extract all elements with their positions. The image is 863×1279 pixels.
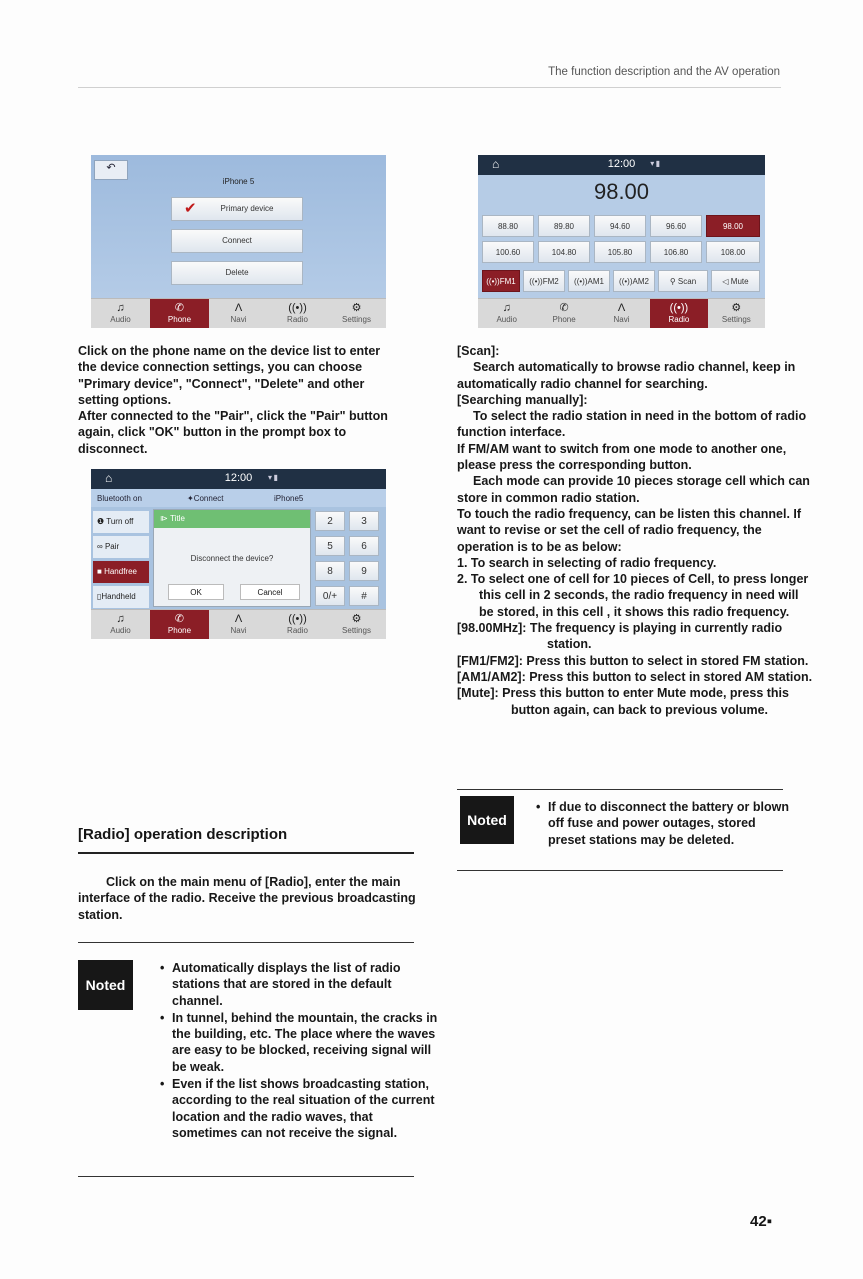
bottom-nav-3 bbox=[478, 298, 765, 328]
car-icon: ■ bbox=[97, 567, 102, 576]
bt-tab-bar bbox=[91, 489, 386, 507]
band-fm1[interactable] bbox=[482, 270, 520, 292]
section-title-rule bbox=[78, 852, 414, 854]
preset-4[interactable]: 96.60 bbox=[650, 215, 702, 237]
nav-phone-label: Phone bbox=[167, 626, 192, 635]
page-marker-icon: ▪ bbox=[766, 1213, 773, 1230]
gear-icon: ⚙ bbox=[731, 302, 742, 314]
key-2[interactable]: 2 bbox=[315, 511, 345, 531]
preset-7[interactable]: 104.80 bbox=[538, 241, 590, 263]
manual-body: To select the radio station in need in the bottom of radio function interface. bbox=[457, 409, 807, 440]
definition-frequency: [98.00MHz]: The frequency is playing in currently radio station. bbox=[457, 621, 783, 652]
radio-note-2: • In tunnel, behind the mountain, the cracks in the building, etc. The place where the waves are easy to be blocked, receiving signal will be weak. bbox=[158, 1010, 440, 1075]
preset-grid bbox=[482, 215, 762, 265]
navigation-icon: Λ bbox=[234, 613, 243, 625]
notes-bottom-rule bbox=[78, 1176, 414, 1177]
nav-settings[interactable] bbox=[327, 610, 386, 639]
back-button[interactable]: ↶ bbox=[94, 160, 128, 180]
music-note-icon: ♫ bbox=[116, 302, 125, 314]
left-paragraph-2: After connected to the "Pair", click the "Pair" button again, click "OK" button in the prompt box to disconnect. bbox=[78, 409, 388, 456]
clock: 12:00 bbox=[224, 472, 253, 484]
navigation-icon: Λ bbox=[234, 302, 243, 314]
step-2: 2. To select one of cell for 10 pieces of Cell, to press longer this cell in 2 seconds, the radio frequency in need will be stored, in this cell , it shows this radio frequency. bbox=[457, 572, 809, 619]
nav-navi-label: Navi bbox=[613, 315, 630, 324]
step-1: 1. To search in selecting of radio frequency. bbox=[457, 555, 717, 570]
preset-5[interactable]: 98.00 bbox=[706, 215, 760, 237]
side-turn-off[interactable] bbox=[93, 511, 149, 533]
clock: 12:00 bbox=[607, 158, 636, 170]
key-8[interactable]: 8 bbox=[315, 561, 345, 581]
preset-8[interactable]: 105.80 bbox=[594, 241, 646, 263]
right-note-1: • If due to disconnect the battery or blown off fuse and power outages, stored preset stations may be deleted. bbox=[534, 799, 796, 848]
mute-label: Mute bbox=[730, 277, 749, 286]
nav-settings-label: Settings bbox=[721, 315, 751, 324]
nav-settings[interactable] bbox=[708, 299, 765, 328]
bt-connect-tab[interactable] bbox=[187, 494, 224, 503]
left-paragraph-1: Click on the phone name on the device list to enter the device connection settings, you can choose "Primary device", "Connect", "Delete" and other setting options. bbox=[78, 344, 381, 407]
bluetooth-icon: ✦ bbox=[187, 494, 194, 503]
preset-1[interactable]: 88.80 bbox=[482, 215, 534, 237]
radio-wave-icon: ((•)) bbox=[486, 277, 500, 286]
nav-radio[interactable] bbox=[268, 610, 327, 639]
right-noted-top-rule bbox=[457, 789, 783, 790]
manual-heading: [Searching manually]: bbox=[457, 392, 588, 407]
dialog-title-bar bbox=[154, 510, 310, 528]
scan-label: Scan bbox=[677, 277, 697, 286]
music-note-icon: ♫ bbox=[502, 302, 511, 314]
page-number-value: 42 bbox=[750, 1213, 767, 1230]
dialog-cancel-button[interactable]: Cancel bbox=[240, 584, 300, 600]
definition-mute: [Mute]: Press this button to enter Mute mode, press this button again, can back to previous volume. bbox=[457, 686, 789, 717]
nav-navi[interactable] bbox=[593, 299, 650, 328]
band-am1[interactable] bbox=[568, 270, 610, 292]
gear-icon: ⚙ bbox=[351, 613, 362, 625]
disconnect-dialog bbox=[153, 509, 311, 607]
band-fm1-label: FM1 bbox=[499, 277, 516, 286]
phone-icon: ✆ bbox=[559, 302, 569, 314]
nav-navi-label: Navi bbox=[230, 626, 247, 635]
bt-status-tab[interactable]: Bluetooth on bbox=[97, 494, 142, 503]
preset-6[interactable]: 100.60 bbox=[482, 241, 534, 263]
noted-badge-left: Noted bbox=[78, 960, 133, 1010]
bt-connect-label: Connect bbox=[193, 494, 224, 503]
preset-2[interactable]: 89.80 bbox=[538, 215, 590, 237]
radio-intro-post: , enter the main interface of the radio. Receive the previous broadcasting station. bbox=[78, 875, 416, 922]
scan-heading: [Scan]: bbox=[457, 344, 500, 358]
mute-button[interactable] bbox=[711, 270, 760, 292]
mode-switch-text: If FM/AM want to switch from one mode to another one, please press the corresponding button. bbox=[457, 441, 787, 473]
right-column-text bbox=[457, 343, 813, 718]
nav-audio[interactable] bbox=[91, 610, 150, 639]
primary-device-label: Primary device bbox=[220, 204, 274, 213]
preset-9[interactable]: 106.80 bbox=[650, 241, 702, 263]
nav-phone[interactable] bbox=[150, 299, 209, 328]
radio-section-title: [Radio] operation description bbox=[78, 826, 288, 843]
nav-radio-label: Radio bbox=[287, 626, 308, 635]
status-bar bbox=[478, 155, 765, 175]
nav-radio[interactable] bbox=[268, 299, 327, 328]
navigation-icon: Λ bbox=[617, 302, 626, 314]
band-fm2[interactable] bbox=[523, 270, 565, 292]
status-bar bbox=[91, 469, 386, 489]
preset-3[interactable]: 94.60 bbox=[594, 215, 646, 237]
frequency-display: 98.00 bbox=[593, 179, 650, 204]
noted-badge-right: Noted bbox=[460, 796, 514, 844]
search-icon: ⚲ bbox=[669, 277, 676, 286]
key-0-plus[interactable]: 0/+ bbox=[315, 586, 345, 606]
bottom-nav-2 bbox=[91, 609, 386, 639]
band-bar bbox=[482, 270, 762, 292]
preset-10[interactable]: 108.00 bbox=[706, 241, 760, 263]
nav-radio-label: Radio bbox=[287, 315, 308, 324]
bluetooth-screen bbox=[91, 469, 386, 639]
running-header: The function description and the AV operation bbox=[548, 66, 780, 78]
device-name: iPhone 5 bbox=[222, 177, 255, 186]
connect-button[interactable]: Connect bbox=[171, 229, 303, 253]
phone-device-screen bbox=[91, 155, 386, 328]
key-5[interactable]: 5 bbox=[315, 536, 345, 556]
nav-phone-label: Phone bbox=[552, 315, 576, 324]
nav-navi[interactable] bbox=[209, 299, 268, 328]
nav-settings-label: Settings bbox=[342, 626, 371, 635]
side-handfree[interactable] bbox=[93, 561, 149, 583]
header-rule bbox=[78, 87, 781, 88]
radio-screen bbox=[478, 155, 765, 328]
radio-wave-icon: ((•)) bbox=[288, 613, 307, 625]
side-handfree-label: Handfree bbox=[104, 567, 137, 576]
link-icon: ∞ bbox=[97, 542, 103, 551]
storage-text: Each mode can provide 10 pieces storage cell which can store in common radio station. bbox=[457, 474, 810, 505]
key-hash[interactable]: # bbox=[349, 586, 379, 606]
music-note-icon: ♫ bbox=[116, 613, 125, 625]
signal-icon: ▾ ▮ bbox=[650, 159, 661, 168]
nav-audio-label: Audio bbox=[496, 315, 517, 324]
nav-radio[interactable] bbox=[650, 299, 707, 328]
radio-intro-pre: Click on the main menu of bbox=[106, 875, 266, 889]
definition-am: [AM1/AM2]: Press this button to select in stored AM station. bbox=[457, 669, 813, 684]
band-am1-label: AM1 bbox=[587, 277, 604, 286]
nav-radio-label: Radio bbox=[668, 315, 690, 324]
nav-settings-label: Settings bbox=[342, 315, 371, 324]
side-handheld[interactable] bbox=[93, 586, 149, 608]
home-icon[interactable]: ⌂ bbox=[105, 471, 113, 485]
touch-text: To touch the radio frequency, can be listen this channel. If want to revise or set the cell of radio frequency, the operation is to be as below: bbox=[457, 506, 802, 554]
keypad bbox=[313, 511, 383, 609]
handset-icon: ▯ bbox=[97, 592, 102, 601]
nav-navi[interactable] bbox=[209, 610, 268, 639]
radio-notes-list bbox=[158, 960, 440, 1142]
home-icon[interactable]: ⌂ bbox=[492, 157, 500, 171]
right-noted-bottom-rule bbox=[457, 870, 783, 871]
side-pair[interactable] bbox=[93, 536, 149, 558]
phone-icon: ✆ bbox=[174, 613, 185, 625]
nav-settings[interactable] bbox=[327, 299, 386, 328]
primary-device-button[interactable] bbox=[171, 197, 303, 221]
nav-audio-label: Audio bbox=[110, 315, 131, 324]
radio-wave-icon: ((•)) bbox=[574, 277, 588, 286]
radio-note-3: • Even if the list shows broadcasting station, according to the real situation of the current location and the radio waves, that sometimes can not receive the signal. bbox=[158, 1076, 440, 1141]
dialog-ok-button[interactable]: OK bbox=[168, 584, 224, 600]
notes-top-rule bbox=[78, 942, 414, 943]
side-pair-label: Pair bbox=[104, 542, 120, 551]
check-icon: ✔ bbox=[184, 200, 197, 217]
signal-icon: ▾ ▮ bbox=[268, 473, 279, 482]
gear-icon: ⚙ bbox=[351, 302, 362, 314]
band-am2[interactable] bbox=[613, 270, 655, 292]
dialog-field-label: Title bbox=[170, 514, 185, 523]
radio-note-1: • Automatically displays the list of radio stations that are stored in the default channel. bbox=[158, 960, 440, 1009]
radio-intro-strong: [Radio] bbox=[265, 875, 309, 889]
power-icon: ❶ bbox=[97, 517, 105, 526]
radio-wave-icon: ((•)) bbox=[669, 302, 689, 314]
dialog-message: Disconnect the device? bbox=[190, 554, 274, 563]
phone-icon: ✆ bbox=[174, 302, 185, 314]
bt-device-tab[interactable]: iPhone5 bbox=[274, 494, 304, 503]
scan-button[interactable] bbox=[658, 270, 708, 292]
speaker-icon: ◁ bbox=[722, 277, 729, 286]
nav-phone-label: Phone bbox=[167, 315, 192, 324]
side-turn-off-label: Turn off bbox=[106, 517, 134, 526]
definition-fm: [FM1/FM2]: Press this button to select in stored FM station. bbox=[457, 653, 809, 668]
scan-body: Search automatically to browse radio channel, keep in automatically radio channel for searching. bbox=[457, 360, 796, 391]
nav-audio[interactable] bbox=[478, 299, 535, 328]
radio-intro bbox=[78, 874, 418, 923]
band-fm2-label: FM2 bbox=[542, 277, 559, 286]
key-6[interactable]: 6 bbox=[349, 536, 379, 556]
nav-audio[interactable] bbox=[91, 299, 150, 328]
right-noted-list bbox=[534, 799, 796, 849]
speaker-icon: ⧐ bbox=[160, 514, 168, 523]
bottom-nav bbox=[91, 298, 386, 328]
nav-audio-label: Audio bbox=[110, 626, 131, 635]
radio-wave-icon: ((•)) bbox=[288, 302, 307, 314]
side-handheld-label: Handheld bbox=[101, 592, 136, 601]
nav-phone[interactable] bbox=[150, 610, 209, 639]
radio-wave-icon: ((•)) bbox=[619, 277, 633, 286]
band-am2-label: AM2 bbox=[632, 277, 649, 286]
nav-navi-label: Navi bbox=[230, 315, 247, 324]
nav-phone[interactable] bbox=[535, 299, 592, 328]
key-9[interactable]: 9 bbox=[349, 561, 379, 581]
delete-button[interactable]: Delete bbox=[171, 261, 303, 285]
radio-wave-icon: ((•)) bbox=[529, 277, 543, 286]
key-3[interactable]: 3 bbox=[349, 511, 379, 531]
page-number bbox=[750, 1213, 772, 1230]
